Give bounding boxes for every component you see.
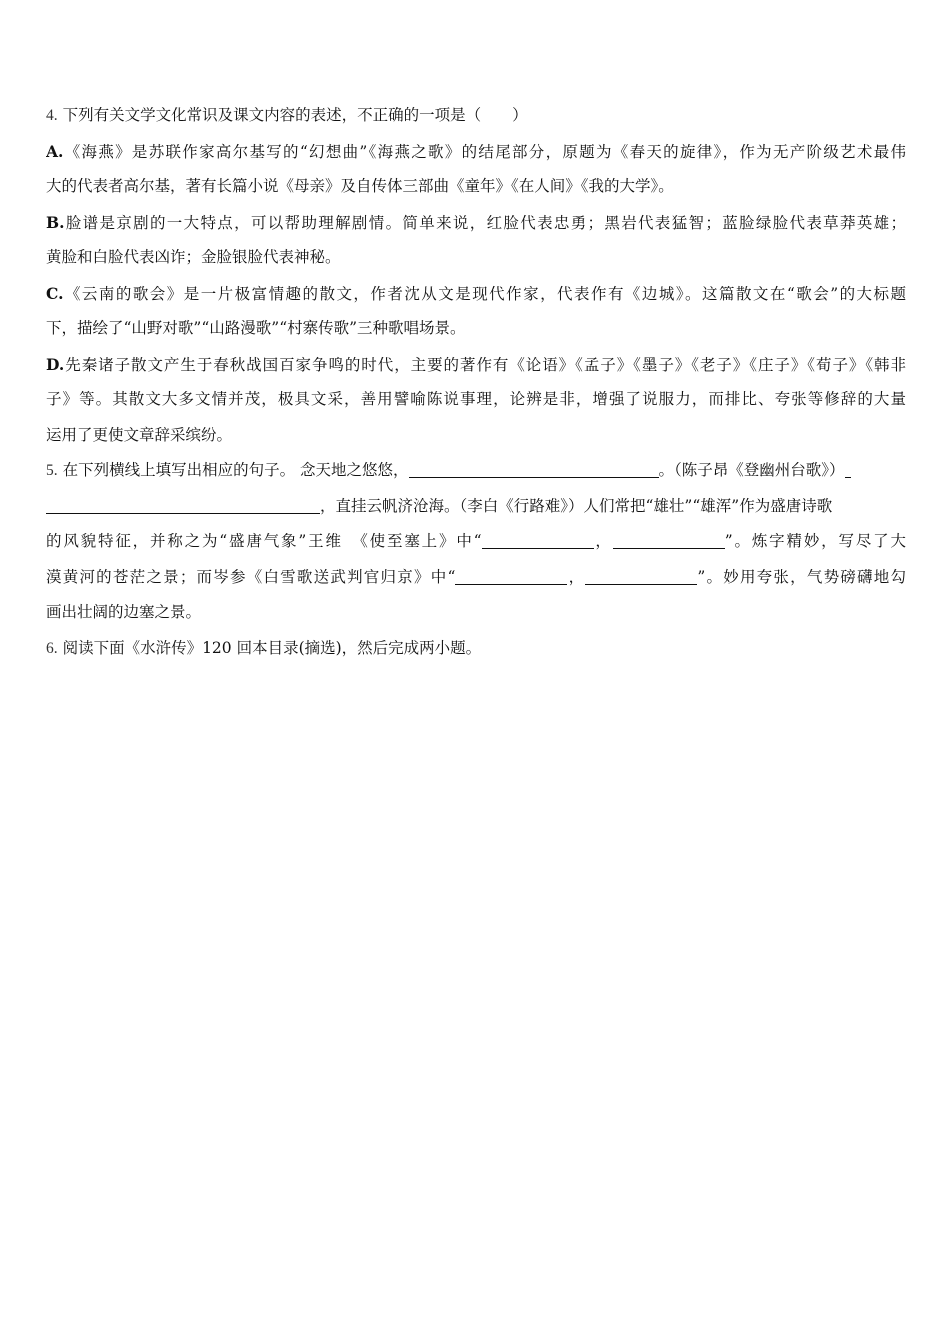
option-text: 运用了更使文章辞采缤纷。: [46, 425, 233, 444]
question-text: 的风貌特征，并称之为“盛唐气象”王维 《使至塞上》中“: [46, 532, 482, 550]
option-d-line-1: [46, 347, 906, 383]
option-d-line-2: [46, 382, 906, 418]
option-label: A.: [46, 141, 64, 161]
question-5-line-1: [46, 453, 906, 489]
question-5-line-3: [46, 524, 906, 560]
option-text: 大的代表者高尔基，著有长篇小说《母亲》及自传体三部曲《童年》《在人间》《我的大学》。: [46, 177, 674, 195]
fill-blank-2-start[interactable]: [845, 459, 851, 478]
fill-blank-4[interactable]: [613, 530, 725, 549]
question-number: 6.: [46, 639, 58, 657]
question-5-line-2: [46, 489, 906, 525]
option-b-line-2: [46, 240, 906, 276]
option-c-line-2: [46, 311, 906, 347]
option-c-line-1: [46, 276, 906, 312]
comma: ，: [593, 532, 613, 550]
question-5-line-5: [46, 595, 906, 631]
exam-page: [46, 98, 906, 666]
option-text: 《海燕》是苏联作家高尔基写的“幻想曲”《海燕之歌》的结尾部分，原题为《春天的旋律》，作为无产阶级艺术最伟: [63, 142, 906, 161]
question-text: 阅读下面《水浒传》120 回本目录(摘选)，然后完成两小题。: [62, 638, 482, 657]
option-text: 黄脸和白脸代表凶诈；金脸银脸代表神秘。: [46, 248, 341, 266]
question-text: 在下列横线上填写出相应的句子。 念天地之悠悠，: [62, 461, 409, 479]
option-b-line-1: [46, 205, 906, 241]
option-label: D.: [46, 354, 65, 374]
option-label: C.: [46, 283, 64, 303]
question-4-stem: [46, 98, 906, 134]
option-d-line-3: [46, 418, 906, 454]
question-text: 下列有关文学文化常识及课文内容的表述，不正确的一项是（ ）: [62, 106, 528, 124]
option-label: B.: [46, 212, 65, 232]
option-text: 子》等。其散文大多文情并茂，极具文采，善用譬喻陈说事理，论辨是非，增强了说服力，而排比、夸张等修辞的大量: [46, 390, 906, 408]
option-a-line-2: [46, 169, 906, 205]
option-a-line-1: [46, 134, 906, 170]
option-text: 《云南的歌会》是一片极富情趣的散文，作者沈从文是现代作家，代表作有《边城》。这篇散文在“歌会”的大标题: [63, 284, 906, 303]
comma: ，: [567, 567, 586, 586]
fill-blank-1[interactable]: [409, 459, 659, 478]
question-text: 画出壮阔的边塞之景。: [46, 603, 202, 621]
question-5-line-4: [46, 560, 906, 596]
question-text: ”。炼字精妙，写尽了大: [724, 532, 906, 550]
fill-blank-2[interactable]: [46, 495, 320, 514]
question-number: 5.: [46, 462, 58, 479]
fill-blank-6[interactable]: [585, 566, 697, 585]
question-text: 漠黄河的苍茫之景；而岑参《白雪歌送武判官归京》中“: [46, 567, 456, 586]
question-text: 。（陈子昂《登幽州台歌》）: [658, 461, 845, 479]
option-text: 下，描绘了“山野对歌”“山路漫歌”“村寨传歌”三种歌唱场景。: [46, 319, 466, 337]
question-text: ”。妙用夸张，气势磅礴地勾: [697, 567, 906, 586]
question-6-stem: [46, 631, 906, 667]
fill-blank-3[interactable]: [482, 530, 594, 549]
option-text: 脸谱是京剧的一大特点，可以帮助理解剧情。简单来说，红脸代表忠勇；黑岩代表猛智；蓝脸绿脸代表草莽英雄；: [64, 213, 906, 232]
option-text: 先秦诸子散文产生于春秋战国百家争鸣的时代，主要的著作有《论语》《孟子》《墨子》《老子》《庄子》《荀子》《韩非: [64, 355, 906, 374]
question-number: 4.: [46, 107, 58, 124]
question-text: ，直挂云帆济沧海。（李白《行路难》）人们常把“雄壮”“雄浑”作为盛唐诗歌: [320, 496, 833, 515]
fill-blank-5[interactable]: [455, 566, 567, 585]
